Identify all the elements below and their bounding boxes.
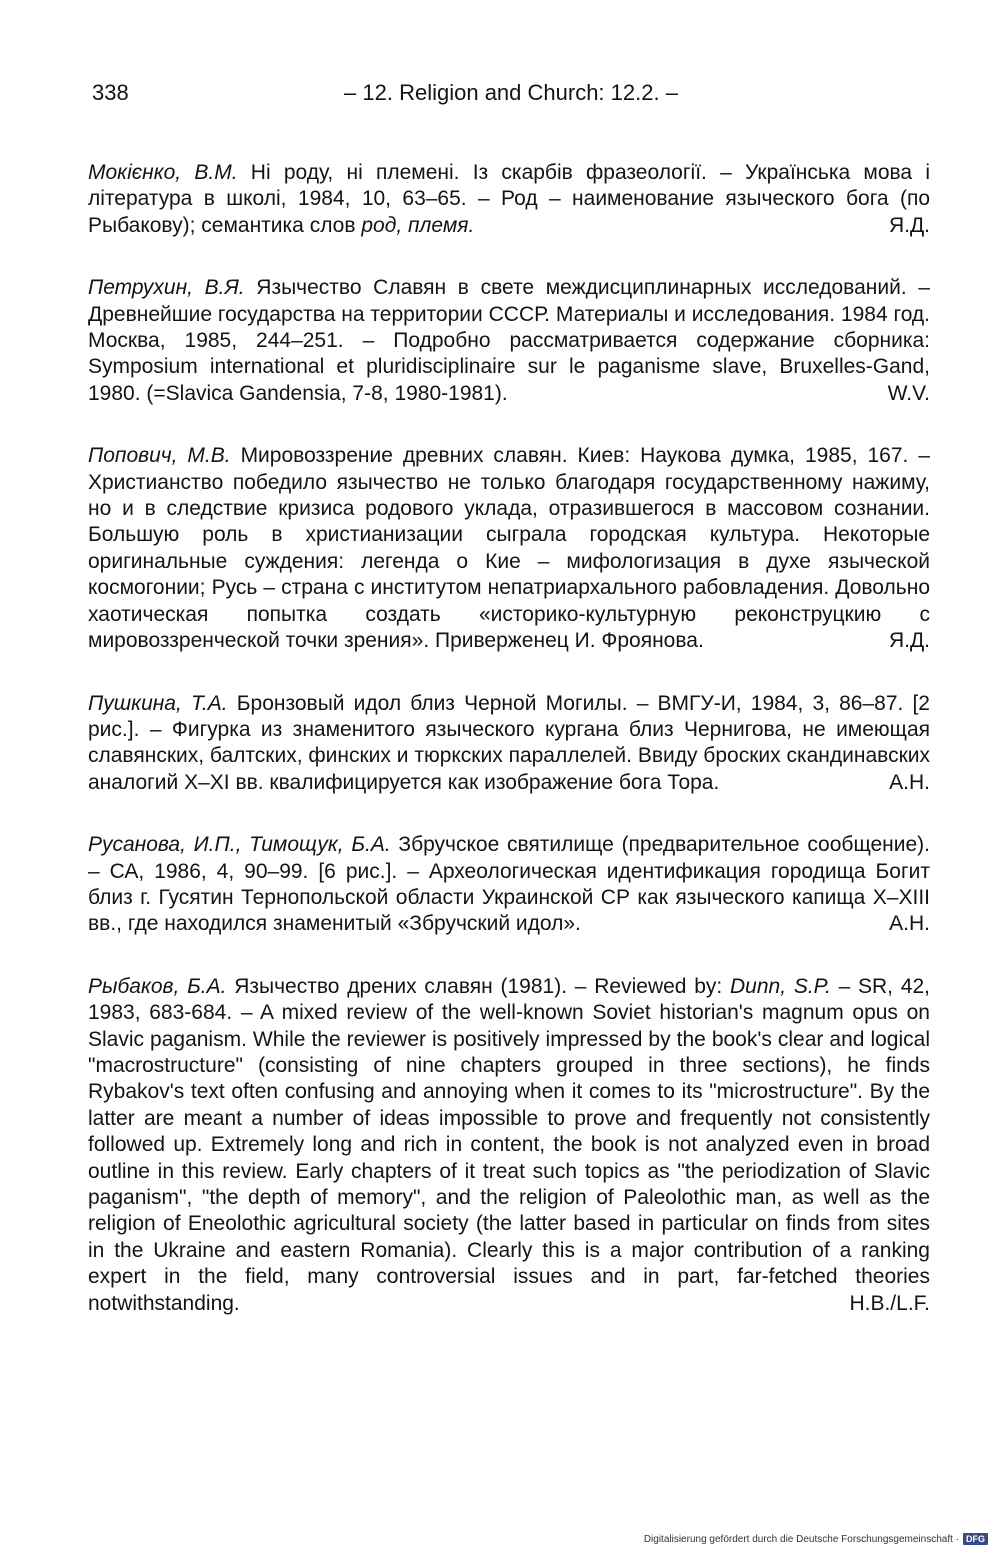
- bibliography-entry: [88, 160, 930, 239]
- entry-text: Язычество Славян в свете междисциплинарных исследований. – Древнейшие государства на территории СССР. Материалы и исследования. 1984 год. Москва, 1985, 244–251. – Подробно рассматривается содержание сборника: Symposium international et pluridisciplinaire sur le paganisme slave, Bruxelles-Gand, 1980. (=Slavica Gandensia, 7-8, 1980-1981).: [88, 276, 931, 405]
- entry-author: Рыбаков, Б.А.: [88, 974, 227, 998]
- bibliography-entry: [88, 974, 930, 1317]
- bibliography-entry: [88, 275, 930, 407]
- bibliography-entry: [88, 443, 930, 654]
- page-header: [92, 80, 930, 114]
- entry-author: Мокієнко, В.М.: [88, 161, 238, 184]
- entry-author: Попович, М.В.: [88, 444, 231, 468]
- entry-initials: Я.Д.: [888, 213, 930, 237]
- entry-reviewer: Dunn, S.P.: [730, 974, 831, 998]
- entry-text: Язычество дрених славян (1981). – Reviewed by:: [226, 974, 731, 998]
- page-number: 338: [92, 80, 129, 105]
- dfg-logo-icon: DFG: [963, 1533, 988, 1545]
- entry-initials: Я.Д.: [888, 629, 930, 653]
- entry-initials: W.V.: [887, 381, 930, 405]
- bibliography-entry: [88, 691, 930, 797]
- bibliography-entry: [88, 832, 930, 938]
- entry-text-continued: – SR, 42, 1983, 683-684. – A mixed review of the well-known Soviet historian's magnum opus on Slavic paganism. While the reviewer is positively impressed by the book's clear and logical "macrostructure" (consisting of nine chapters grouped in three sections), he finds Rybakov's text often confusing and annoying when it comes to its "microstructure". By the latter are meant a number of ideas impossible to prove and frequently not consistently followed up. Extremely long and rich in content, the book is not analyzed even in broad outline in this review. Early chapters of it treat such topics as "the periodization of Slavic paganism", "the depth of memory", and the religion of Paleolothic man, as well as the religion of Eneolothic agricultural society (the latter based in particular on finds from sites in the Ukraine and eastern Romania). Clearly this is a major contribution of a ranking expert in the field, many controversial issues and in part, far-fetched theories notwithstanding.: [88, 974, 930, 1315]
- entry-author: Русанова, И.П., Тимощук, Б.А.: [88, 833, 391, 857]
- entry-text: Збручское святилище (предварительное сообщение). – СА, 1986, 4, 90–99. [6 рис.]. – Археологическая идентификация городища Богит близ г. Гусятин Тернопольской области Украинской СР как языческого капища X–XIII вв., где находился знаменитый «Збручский идол».: [88, 833, 931, 936]
- running-head: – 12. Religion and Church: 12.2. –: [344, 80, 678, 105]
- entry-text: Ні роду, ні племені. Із скарбів фразеології. – Українська мова і література в школі, 1984, 10, 63–65. – Род – наименование языческого бога (по Рыбакову); семантика слов: [88, 161, 930, 237]
- entry-text: Бронзовый идол близ Черной Могилы. – ВМГУ-И, 1984, 3, 86–87. [2 рис.]. – Фигурка из знаменитого языческого кургана близ Чернигова, не имеющая славянских, балтских, финских и тюркских параллелей. Ввиду броских скандинавских аналогий X–XI вв. квалифицируется как изображение бога Тора.: [88, 691, 930, 794]
- entry-italic-terms: род, племя.: [361, 213, 475, 237]
- bibliography-entries: [88, 160, 930, 1353]
- entry-author: Пушкина, Т.А.: [88, 691, 228, 715]
- entry-text: Мировоззрение древних славян. Киев: Наукова думка, 1985, 167. – Христианство победило язычество не только благодаря государственному нажиму, но и в следствие кризиса родового уклада, отразившегося в массовом сознании. Большую роль в христианизации сыграла городская культура. Некоторые оригинальные суждения: легенда о Кие – мифологизация в духе языческой космогонии; Русь – страна с институтом непатриархального рабовладения. Довольно хаотическая попытка создать «историко-культурную реконструцкию с мировоззренческой точки зрения». Приверженец И. Фроянова.: [88, 444, 930, 653]
- entry-author: Петрухин, В.Я.: [88, 276, 245, 300]
- entry-initials: А.Н.: [889, 770, 930, 794]
- entry-initials: H.B./L.F.: [849, 1291, 930, 1315]
- entry-initials: А.Н.: [889, 912, 930, 936]
- footer-text: Digitalisierung gefördert durch die Deutsche Forschungsgemeinschaft ·: [643, 1533, 959, 1545]
- digitization-footer: [644, 1533, 988, 1545]
